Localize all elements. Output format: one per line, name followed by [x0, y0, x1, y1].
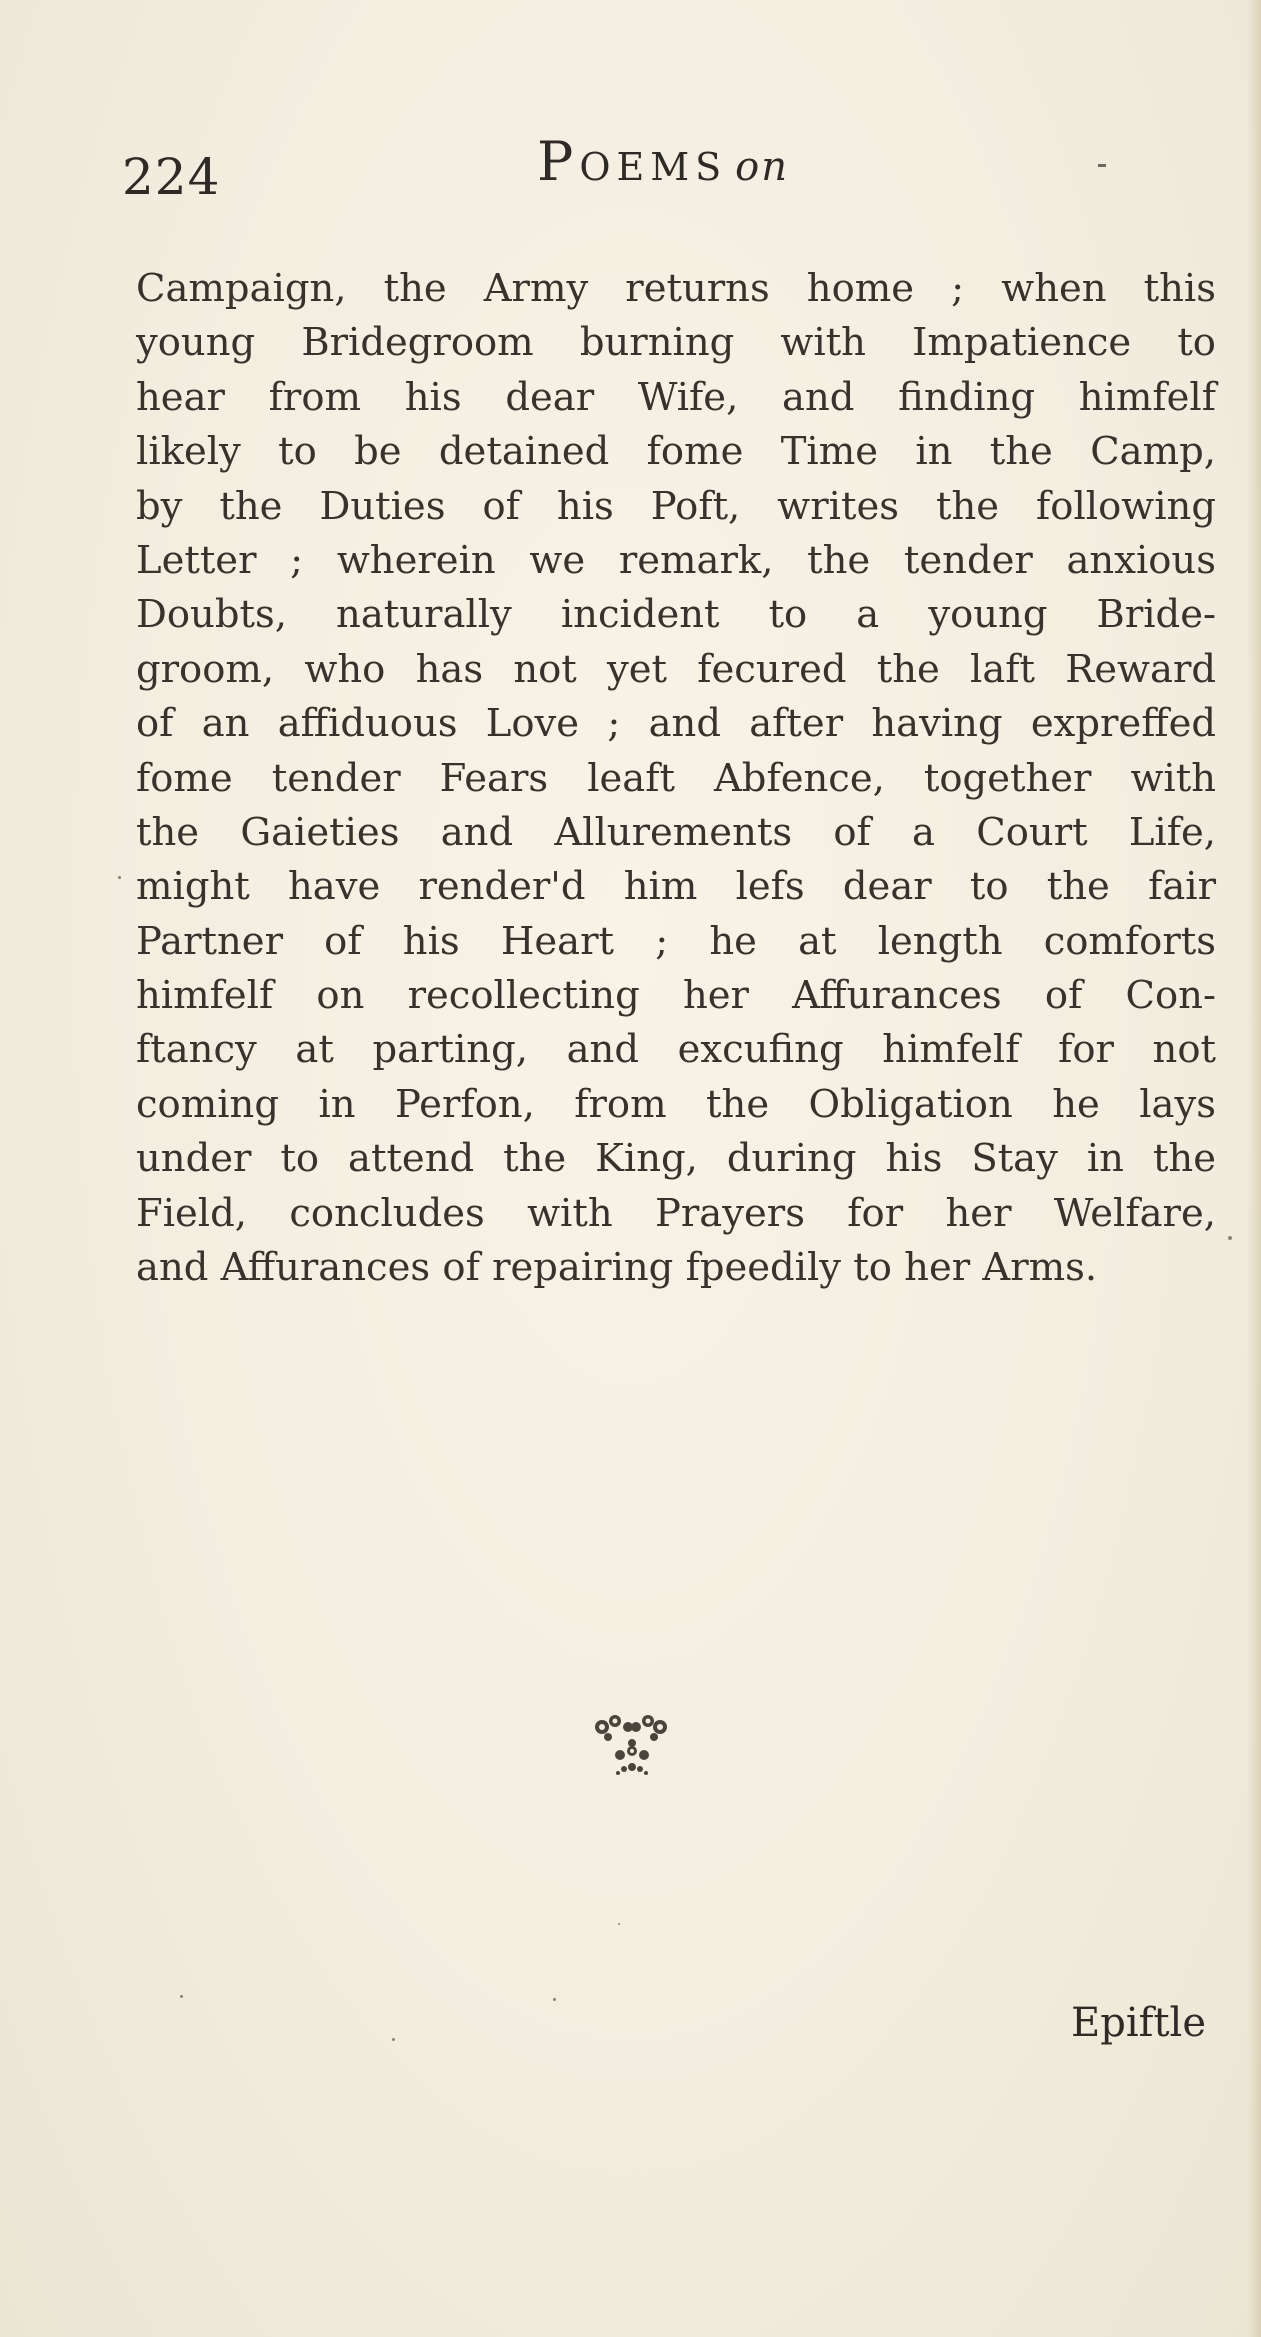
text-line: might have render'd him lefs dear to the fair: [136, 864, 1216, 910]
text-line: under to attend the King, during his Stay in the: [136, 1136, 1216, 1182]
paper-speck: [553, 1998, 556, 2001]
text-line: likely to be detained fome Time in the Camp,: [136, 429, 1216, 475]
page-header: [0, 120, 1261, 206]
page-edge-shadow: [1247, 0, 1261, 2337]
text-line: ftancy at parting, and excufing himfelf for not: [136, 1027, 1216, 1073]
paper-speck: [180, 1995, 183, 1998]
text-line: Field, concludes with Prayers for her Welfare,: [136, 1190, 1216, 1236]
text-line: young Bridegroom burning with Impatience to: [136, 320, 1216, 366]
text-line: the Gaieties and Allurements of a Court Life,: [136, 809, 1216, 855]
paper-speck: [392, 2038, 395, 2041]
catchword: Epiftle: [1071, 2000, 1206, 2046]
running-head-title: Poems: [537, 130, 728, 193]
paper-speck: [618, 1923, 620, 1925]
text-line: coming in Perfon, from the Obligation he lays: [136, 1081, 1216, 1127]
running-head: [537, 130, 789, 193]
text-line: groom, who has not yet fecured the laft Reward: [136, 646, 1216, 692]
text-line: Letter ; wherein we remark, the tender anxious: [136, 537, 1216, 583]
text-line: by the Duties of his Poft, writes the following: [136, 483, 1216, 529]
text-line: hear from his dear Wife, and finding himfelf: [136, 374, 1216, 420]
text-line: fome tender Fears leaft Abfence, together with: [136, 755, 1216, 801]
text-line: Partner of his Heart ; he at length comforts: [136, 918, 1216, 964]
text-line: of an affiduous Love ; and after having expreffed: [136, 701, 1216, 747]
text-line: and Affurances of repairing fpeedily to her Arms.: [136, 1245, 1098, 1291]
text-line: Campaign, the Army returns home ; when this: [136, 266, 1216, 311]
header-dash-mark: [1098, 164, 1106, 167]
running-head-suffix: on: [735, 144, 790, 190]
floral-ornament-icon: [580, 1705, 680, 1795]
body-text: [136, 262, 1216, 1295]
paper-speck: [1228, 1236, 1232, 1240]
paper-speck: [118, 876, 121, 879]
page-number: 224: [122, 148, 221, 206]
text-line: Doubts, naturally incident to a young Bride-: [136, 592, 1216, 638]
text-line: himfelf on recollecting her Affurances of Con-: [136, 973, 1216, 1019]
